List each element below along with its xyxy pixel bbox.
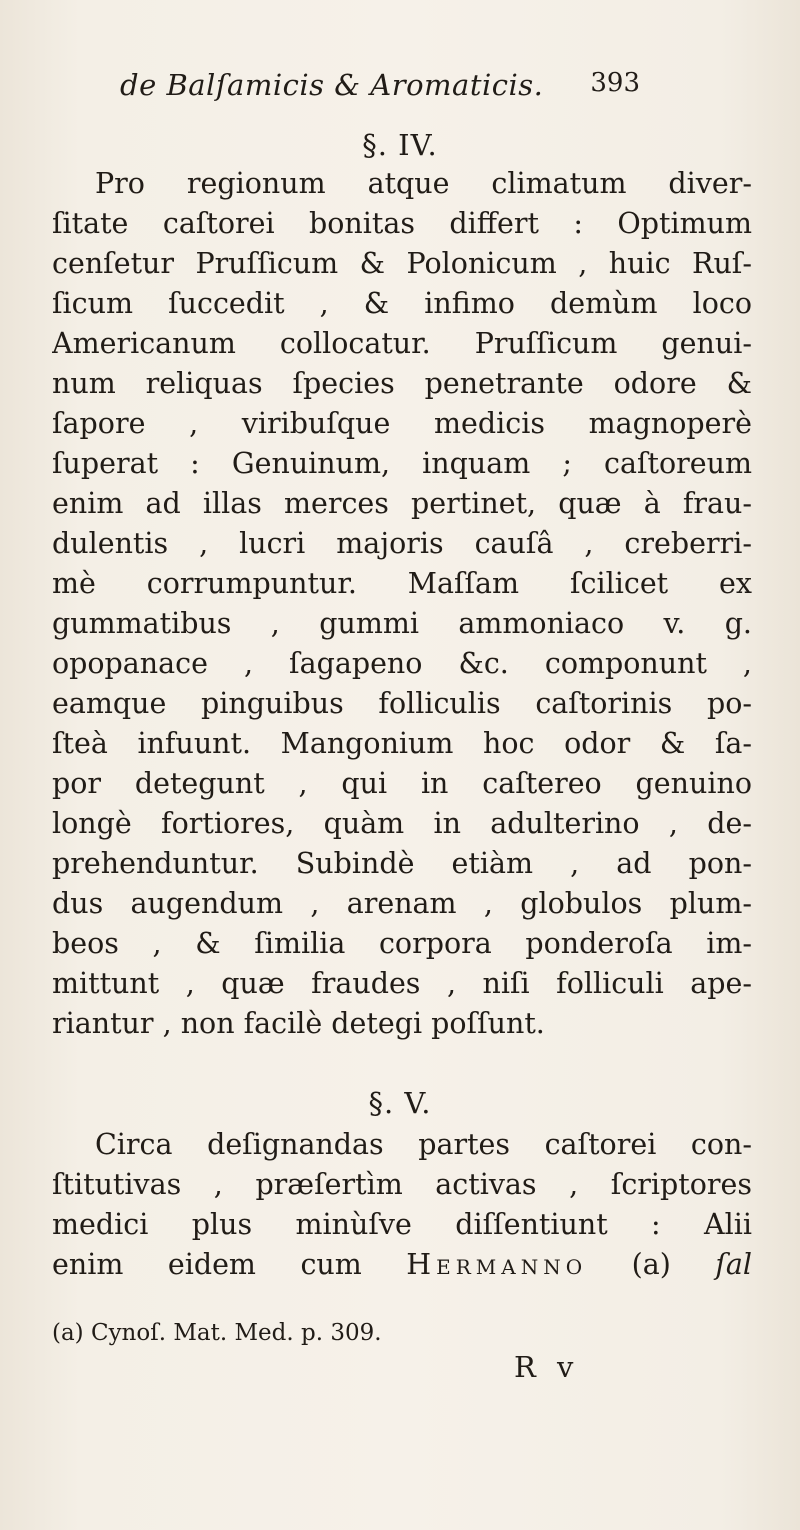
- text-line: ſapore , viribuſque medicis magnoperè: [52, 407, 752, 440]
- text-line: medici plus minùſve diſſentiunt : Alii: [52, 1208, 752, 1241]
- footnote: (a) Cynoſ. Mat. Med. p. 309.: [52, 1320, 382, 1346]
- text-line: cenſetur Pruſſicum & Polonicum , huic Ruſ-: [52, 247, 752, 280]
- text-line: dulentis , lucri majoris cauſâ , creberri-: [52, 527, 752, 560]
- text-line: ſtitutivas , præſertìm activas , ſcriptores: [52, 1168, 752, 1201]
- text-line: beos , & ſimilia corpora ponderoſa im-: [52, 927, 752, 960]
- footnote-reference: (a): [631, 1248, 671, 1281]
- text-line: opopanace , ſagapeno &c. componunt ,: [52, 647, 752, 680]
- text-line: gummatibus , gummi ammoniaco v. g.: [52, 607, 752, 640]
- text-fragment: enim eidem cum: [52, 1248, 362, 1281]
- text-fragment: ſal: [715, 1248, 752, 1281]
- paragraph-section-v: [52, 1125, 752, 1285]
- text-line: ſteà infuunt. Mangonium hoc odor & ſa-: [52, 727, 752, 760]
- text-line: num reliquas ſpecies penetrante odore &: [52, 367, 752, 400]
- page-header: [120, 68, 640, 108]
- text-line: por detegunt , qui in caſtereo genuino: [52, 767, 752, 800]
- text-line: longè fortiores, quàm in adulterino , de-: [52, 807, 752, 840]
- author-name: Hermanno: [406, 1248, 588, 1281]
- text-line: mittunt , quæ fraudes , niſi folliculi ape-: [52, 967, 752, 1000]
- text-line: ſitate caſtorei bonitas differt : Optimum: [52, 207, 752, 240]
- text-line: ſuperat : Genuinum, inquam ; caſtoreum: [52, 447, 752, 480]
- text-line: mè corrumpuntur. Maſſam ſcilicet ex: [52, 567, 752, 600]
- page-number: 393: [590, 68, 640, 98]
- paragraph-section-iv: [52, 164, 752, 1044]
- text-line: Americanum collocatur. Pruſſicum genui-: [52, 327, 752, 360]
- text-line: Pro regionum atque climatum diver-: [95, 167, 752, 200]
- section-heading-v: §. V.: [368, 1086, 432, 1120]
- text-line: eamque pinguibus folliculis caſtorinis po-: [52, 687, 752, 720]
- text-line: enim ad illas merces pertinet, quæ à frau-: [52, 487, 752, 520]
- text-line: ſicum ſuccedit , & infimo demùm loco: [52, 287, 752, 320]
- signature-mark: R v: [514, 1350, 580, 1384]
- text-line: prehenduntur. Subindè etiàm , ad pon-: [52, 847, 752, 880]
- section-heading-iv: §. IV.: [362, 128, 438, 162]
- text-line: riantur , non facilè detegi poſſunt.: [52, 1007, 545, 1040]
- running-title: de Balſamicis & Aromaticis.: [120, 68, 544, 102]
- text-line: [52, 1245, 752, 1285]
- text-line: dus augendum , arenam , globulos plum-: [52, 887, 752, 920]
- text-line: Circa deſignandas partes caſtorei con-: [95, 1128, 752, 1161]
